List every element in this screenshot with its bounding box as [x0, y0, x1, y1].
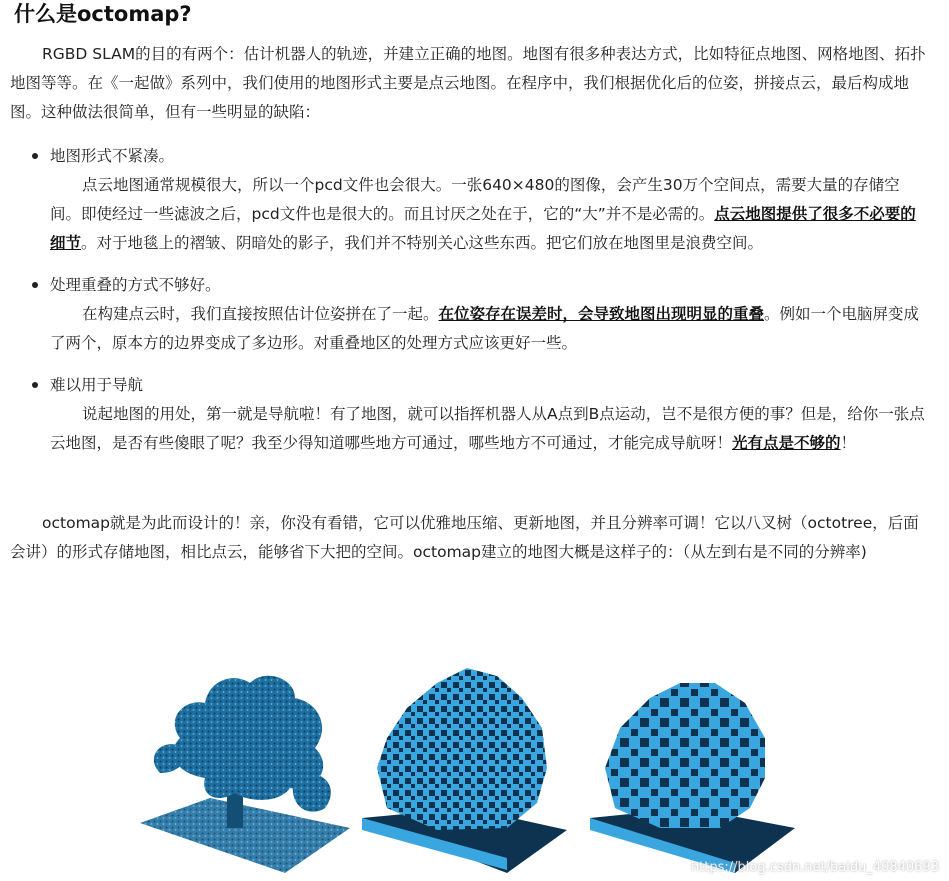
list-item-title: 地图形式不紧凑。 [50, 147, 175, 165]
list-item-body [50, 300, 930, 358]
body-text: 点云地图通常规模很大，所以一个pcd文件也会很大。一张640×480的图像，会产生30万个空间点，需要大量的存储空间。即使经过一些滤波之后，pcd文件也是很大的。而且讨厌之处在于，它的“大”并不是必需的。 [50, 176, 900, 223]
list-item-body [50, 171, 930, 258]
watermark: https://blog.csdn.net/baidu_40840693 [690, 860, 939, 875]
list-item-title: 处理重叠的方式不够好。 [50, 276, 221, 294]
drawback-list [10, 142, 930, 458]
bullet-icon [32, 382, 38, 388]
intro-paragraph [10, 40, 930, 127]
list-item-body [50, 400, 930, 458]
body-text-end: ！ [840, 434, 857, 452]
outro-text: octomap就是为此而设计的！亲，你没有看错，它可以优雅地压缩、更新地图，并且分辨率可调！它以八叉树（octotree，后面会讲）的形式存储地图，相比点云，能够省下大把的空间。octomap建立的地图大概是这样子的：（从左到右是不同的分辨率) [10, 514, 919, 561]
octomap-medium-resolution-image [357, 658, 577, 881]
body-text: 说起地图的用处，第一就是导航啦！有了地图，就可以指挥机器人从A点到B点运动，岂不是很方便的事？但是，给你一张点云地图，是否有些傻眼了呢？我至少得知道哪些地方可通过，哪些地方不可通过，才能完成导航呀！ [50, 405, 925, 452]
list-item-title: 难以用于导航 [50, 376, 144, 394]
body-text-end: 。对于地毯上的褶皱、阴暗处的影子，我们并不特别关心这些东西。把它们放在地图里是浪费空间。 [81, 234, 764, 252]
octomap-coarse-resolution-image [580, 658, 800, 881]
bullet-icon [32, 153, 38, 159]
intro-text: RGBD SLAM的目的有两个：估计机器人的轨迹，并建立正确的地图。地图有很多种表达方式，比如特征点地图、网格地图、拓扑地图等等。在《一起做》系列中，我们使用的地图形式主要是点云地图。在程序中，我们根据优化后的位姿，拼接点云，最后构成地图。这种做法很简单，但有一些明显的缺陷： [10, 45, 926, 121]
list-item [10, 371, 930, 458]
bullet-icon [32, 282, 38, 288]
body-text: 在构建点云时，我们直接按照估计位姿拼在了一起。 [82, 305, 439, 323]
emphasis-text: 光有点是不够的 [732, 434, 841, 452]
section-heading: 什么是octomap? [14, 2, 192, 26]
outro-paragraph [10, 509, 930, 567]
tree-point-cloud-image [135, 658, 355, 881]
emphasis-text: 点云地图提供了很多不必要的细节 [50, 205, 916, 252]
emphasis-text: 在位姿存在误差时，会导致地图出现明显的重叠 [438, 305, 765, 323]
list-item [10, 142, 930, 258]
body-text-end: 。例如一个电脑屏变成了两个，原本方的边界变成了多边形。对重叠地区的处理方式应该更好一些。 [50, 305, 920, 352]
octomap-figure [135, 658, 800, 881]
list-item [10, 271, 930, 358]
